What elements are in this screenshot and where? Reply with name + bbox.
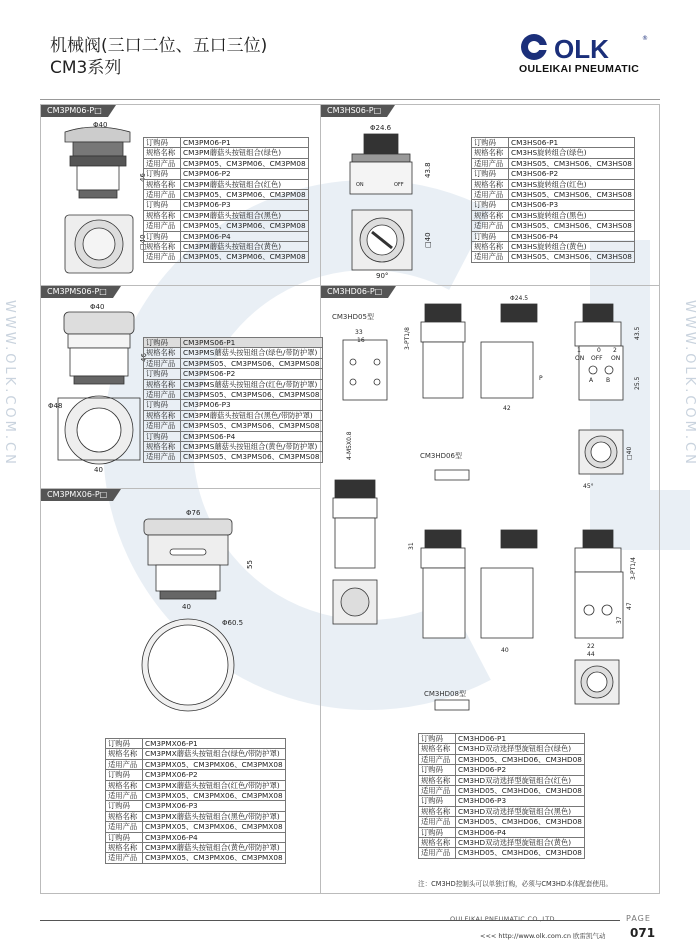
spec-key: 规格名称: [472, 210, 509, 220]
spec-key: 规格名称: [419, 806, 456, 816]
spec-row: [419, 848, 585, 858]
spec-value: CM3HS06-P2: [509, 169, 635, 179]
section-tag-pmx06: CM3PMX06-P□: [41, 489, 113, 501]
spec-value: CM3PM蘑菇头按钮组合(黑色): [181, 210, 309, 220]
spec-value: CM3PMX05、CM3PMX06、CM3PMX08: [143, 853, 286, 863]
spec-value: CM3PM蘑菇头按钮组合(黑色/带防护罩): [181, 410, 323, 420]
spec-row: [419, 734, 585, 744]
spec-key: 适用产品: [106, 853, 143, 863]
spec-key: 适用产品: [106, 791, 143, 801]
dim-hd-45: 45°: [583, 483, 594, 490]
spec-value: CM3PMS06-P4: [181, 431, 323, 441]
spec-row: [144, 400, 323, 410]
spec-value: CM3HS05、CM3HS06、CM3HS08: [509, 158, 635, 168]
dim-hd-16: 16: [357, 337, 365, 344]
spec-value: CM3PMS05、CM3PMS06、CM3PMS08: [181, 452, 323, 462]
page-title: 机械阀(三口二位、五口三位): [50, 36, 268, 56]
svg-text:®: ®: [642, 35, 648, 42]
spec-value: CM3PM蘑菇头按钮组合(绿色): [181, 148, 309, 158]
spec-table-pm06: [143, 137, 309, 263]
spec-row: [419, 754, 585, 764]
spec-value: CM3PMS06-P1: [181, 338, 323, 348]
hd06-note: 注：CM3HD控制头可以单独订购，必须与CM3HD本体配套使用。: [418, 880, 613, 888]
dim-hs06-sq: □40: [424, 232, 432, 248]
spec-value: CM3PMX06-P1: [143, 739, 286, 749]
spec-value: CM3HD05、CM3HD06、CM3HD08: [456, 848, 585, 858]
spec-value: CM3HD06-P2: [456, 765, 585, 775]
spec-value: CM3PM06-P3: [181, 200, 309, 210]
spec-row: [419, 827, 585, 837]
spec-value: CM3PMS蘑菇头按钮组合(绿色/带防护罩): [181, 348, 323, 358]
spec-value: CM3HD双动选择型旋钮组合(黑色): [456, 806, 585, 816]
spec-row: [144, 231, 309, 241]
spec-row: [144, 421, 323, 431]
dim-hd-pt14: 3-PT1/4: [630, 557, 637, 580]
spec-key: 适用产品: [144, 358, 181, 368]
section-tag-pm06: CM3PM06-P□: [41, 105, 108, 117]
spec-row: [419, 744, 585, 754]
spec-key: 适用产品: [144, 452, 181, 462]
spec-row: [144, 221, 309, 231]
dim-pmx06-w: 40: [182, 603, 191, 611]
spec-key: 适用产品: [419, 754, 456, 764]
spec-key: 规格名称: [472, 148, 509, 158]
label-hd-on: ON: [575, 355, 585, 362]
label-hs06-off: OFF: [394, 182, 404, 188]
spec-value: CM3HD05、CM3HD06、CM3HD08: [456, 754, 585, 764]
spec-key: 订购码: [419, 765, 456, 775]
section-tag-pms06: CM3PMS06-P□: [41, 286, 113, 298]
dim-pm06-sq: □40: [139, 234, 147, 250]
footer-company: OULEIKAI PNEUMATIC CO.,LTD.: [450, 915, 558, 923]
dim-hs06-dia: Φ24.6: [370, 124, 392, 132]
spec-row: [144, 390, 323, 400]
spec-row: [419, 775, 585, 785]
spec-row: [472, 231, 635, 241]
dim-hd-22: 22: [587, 643, 595, 650]
spec-row: [106, 739, 286, 749]
page-number: 071: [630, 926, 656, 940]
dim-pms06-dia: Φ40: [90, 303, 105, 311]
dim-hd-25-5: 25.5: [634, 376, 641, 390]
dim-hd-44: 44: [587, 651, 595, 658]
spec-value: CM3PMS05、CM3PMS06、CM3PMS08: [181, 421, 323, 431]
dim-hd-pt18: 3-PT1/8: [404, 327, 411, 350]
spec-row: [419, 817, 585, 827]
spec-row: [472, 169, 635, 179]
spec-row: [144, 158, 309, 168]
spec-row: [144, 190, 309, 200]
spec-value: CM3HD双动选择型旋钮组合(黄色): [456, 838, 585, 848]
spec-value: CM3HD双动选择型旋钮组合(红色): [456, 775, 585, 785]
spec-key: 订购码: [472, 200, 509, 210]
spec-key: 订购码: [144, 400, 181, 410]
spec-row: [472, 210, 635, 220]
label-hd-1: 1: [577, 347, 581, 354]
dim-hd-40: 40: [501, 647, 509, 654]
page-subtitle: CM3系列: [50, 58, 122, 78]
dim-pmx06-dia: Φ76: [186, 509, 201, 517]
spec-row: [472, 148, 635, 158]
spec-key: 适用产品: [472, 190, 509, 200]
spec-value: CM3HD双动选择型旋钮组合(绿色): [456, 744, 585, 754]
spec-value: CM3PMX蘑菇头按钮组合(红色/带防护罩): [143, 780, 286, 790]
spec-key: 适用产品: [419, 786, 456, 796]
dim-hd-m5: 4-M5X0.8: [346, 431, 353, 460]
spec-row: [472, 158, 635, 168]
spec-row: [419, 765, 585, 775]
spec-key: 规格名称: [144, 210, 181, 220]
spec-value: CM3HS06-P3: [509, 200, 635, 210]
spec-row: [144, 200, 309, 210]
spec-value: CM3PM06-P3: [181, 400, 323, 410]
spec-value: CM3HS05、CM3HS06、CM3HS08: [509, 221, 635, 231]
spec-row: [144, 252, 309, 262]
spec-key: 订购码: [419, 827, 456, 837]
spec-value: CM3PMX06-P4: [143, 832, 286, 842]
sub-label-hd06: CM3HD06型: [420, 452, 462, 460]
spec-row: [419, 806, 585, 816]
spec-key: 适用产品: [144, 190, 181, 200]
spec-row: [144, 169, 309, 179]
spec-row: [106, 811, 286, 821]
spec-row: [472, 221, 635, 231]
spec-row: [419, 796, 585, 806]
brand-text: OLK: [554, 34, 609, 64]
spec-key: 适用产品: [144, 421, 181, 431]
spec-key: 规格名称: [106, 749, 143, 759]
spec-key: 规格名称: [106, 843, 143, 853]
hd06-drawings: [325, 290, 655, 740]
spec-value: CM3PMX06-P2: [143, 770, 286, 780]
spec-table-pm06-body: [144, 138, 309, 263]
spec-row: [106, 801, 286, 811]
dim-hd-43-5: 43.5: [634, 326, 641, 340]
spec-value: CM3HD06-P3: [456, 796, 585, 806]
spec-key: 规格名称: [106, 811, 143, 821]
spec-row: [106, 853, 286, 863]
spec-key: 规格名称: [144, 179, 181, 189]
spec-row: [106, 822, 286, 832]
spec-key: 适用产品: [144, 158, 181, 168]
hs06-drawing: [340, 120, 460, 290]
spec-value: CM3HD05、CM3HD06、CM3HD08: [456, 817, 585, 827]
spec-value: CM3PMS05、CM3PMS06、CM3PMS08: [181, 390, 323, 400]
spec-row: [144, 442, 323, 452]
spec-row: [144, 348, 323, 358]
spec-value: CM3HS05、CM3HS06、CM3HS08: [509, 252, 635, 262]
spec-value: CM3PMX06-P3: [143, 801, 286, 811]
spec-row: [472, 252, 635, 262]
spec-key: 订购码: [144, 169, 181, 179]
spec-key: 订购码: [144, 338, 181, 348]
label-hs06-on: ON: [356, 182, 364, 188]
spec-key: 订购码: [106, 801, 143, 811]
spec-table-pmx06: [105, 738, 286, 864]
dim-hs06-h: 43.8: [424, 162, 432, 178]
spec-value: CM3PM05、CM3PM06、CM3PM08: [181, 190, 309, 200]
label-hd-2: 2: [613, 347, 617, 354]
label-hd-0: 0: [597, 347, 601, 354]
spec-value: CM3HS旋转组合(红色): [509, 179, 635, 189]
spec-row: [106, 843, 286, 853]
spec-row: [106, 780, 286, 790]
label-hd-on2: ON: [611, 355, 621, 362]
spec-key: 适用产品: [472, 221, 509, 231]
spec-key: 规格名称: [144, 410, 181, 420]
label-hd-b: B: [606, 377, 611, 384]
spec-key: 规格名称: [472, 242, 509, 252]
spec-value: CM3PM蘑菇头按钮组合(红色): [181, 179, 309, 189]
spec-row: [419, 786, 585, 796]
spec-value: CM3HS06-P4: [509, 231, 635, 241]
spec-row: [144, 379, 323, 389]
dim-pms06-h: 46: [140, 353, 148, 362]
dim-pmx06-h: 55: [246, 560, 254, 569]
spec-key: 适用产品: [144, 252, 181, 262]
spec-row: [144, 452, 323, 462]
spec-table-pms06: [143, 337, 323, 463]
spec-row: [106, 832, 286, 842]
dim-pm06-h: 46: [139, 173, 147, 182]
spec-key: 订购码: [419, 796, 456, 806]
spec-row: [106, 749, 286, 759]
dim-hd-37: 37: [616, 616, 623, 624]
spec-key: 适用产品: [144, 390, 181, 400]
spec-key: 订购码: [106, 770, 143, 780]
spec-row: [144, 369, 323, 379]
dim-pmx06-dia2: Φ60.5: [222, 619, 244, 627]
spec-row: [144, 210, 309, 220]
spec-row: [106, 770, 286, 780]
spec-row: [144, 148, 309, 158]
spec-row: [472, 242, 635, 252]
spec-row: [472, 138, 635, 148]
spec-value: CM3HS旋转组合(绿色): [509, 148, 635, 158]
spec-key: 订购码: [472, 231, 509, 241]
spec-value: CM3PMX05、CM3PMX06、CM3PMX08: [143, 791, 286, 801]
spec-value: CM3PM06-P2: [181, 169, 309, 179]
spec-key: 订购码: [144, 369, 181, 379]
dim-hs06-angle: 90°: [376, 272, 389, 280]
spec-key: 订购码: [472, 169, 509, 179]
spec-value: CM3HS05、CM3HS06、CM3HS08: [509, 190, 635, 200]
spec-value: CM3PMX05、CM3PMX06、CM3PMX08: [143, 822, 286, 832]
spec-key: 规格名称: [144, 242, 181, 252]
spec-row: [106, 791, 286, 801]
spec-value: CM3HS06-P1: [509, 138, 635, 148]
spec-value: CM3PMX蘑菇头按钮组合(绿色/带防护罩): [143, 749, 286, 759]
spec-row: [144, 358, 323, 368]
dim-pms06-w: 40: [94, 466, 103, 474]
dim-hd-47: 47: [626, 602, 633, 610]
spec-value: CM3PMX05、CM3PMX06、CM3PMX08: [143, 759, 286, 769]
spec-value: CM3PM06-P1: [181, 138, 309, 148]
spec-value: CM3PM06-P4: [181, 231, 309, 241]
spec-value: CM3PMX蘑菇头按钮组合(黄色/带防护罩): [143, 843, 286, 853]
spec-row: [472, 190, 635, 200]
spec-key: 适用产品: [472, 158, 509, 168]
spec-key: 规格名称: [419, 744, 456, 754]
spec-value: CM3HD05、CM3HD06、CM3HD08: [456, 786, 585, 796]
spec-key: 订购码: [106, 832, 143, 842]
spec-value: CM3PMS蘑菇头按钮组合(红色/带防护罩): [181, 379, 323, 389]
dim-hd-42: 42: [503, 405, 511, 412]
dim-hd-dia: Φ24.5: [510, 295, 529, 302]
spec-key: 规格名称: [144, 148, 181, 158]
dim-hd-sq40: □40: [626, 446, 633, 460]
section-tag-hd06: CM3HD06-P□: [321, 286, 388, 298]
spec-key: 适用产品: [419, 848, 456, 858]
spec-key: 订购码: [144, 431, 181, 441]
spec-key: 适用产品: [106, 759, 143, 769]
spec-row: [144, 138, 309, 148]
section-tag-hs06: CM3HS06-P□: [321, 105, 387, 117]
spec-value: CM3PM05、CM3PM06、CM3PM08: [181, 221, 309, 231]
pmx06-drawing: [130, 505, 290, 705]
label-hd-p: P: [539, 375, 543, 382]
spec-key: 适用产品: [144, 221, 181, 231]
spec-key: 订购码: [419, 734, 456, 744]
watermark-left: WWW.OLK.COM.CN: [2, 300, 17, 467]
watermark-right: WWW.OLK.COM.CN: [682, 300, 697, 467]
spec-value: CM3HD06-P1: [456, 734, 585, 744]
spec-value: CM3PMX蘑菇头按钮组合(黑色/带防护罩): [143, 811, 286, 821]
spec-key: 订购码: [144, 231, 181, 241]
spec-value: CM3PMS06-P2: [181, 369, 323, 379]
spec-value: CM3HD06-P4: [456, 827, 585, 837]
spec-key: 规格名称: [472, 179, 509, 189]
label-hd-a: A: [589, 377, 594, 384]
spec-row: [144, 431, 323, 441]
spec-key: 规格名称: [419, 775, 456, 785]
spec-row: [472, 179, 635, 189]
spec-table-hd06: [418, 733, 585, 859]
spec-key: 订购码: [144, 138, 181, 148]
label-hd-off: OFF: [591, 355, 603, 362]
dim-pm06-dia: Φ40: [93, 121, 108, 129]
sub-label-hd08: CM3HD08型: [424, 690, 466, 698]
spec-key: 适用产品: [472, 252, 509, 262]
spec-key: 规格名称: [144, 442, 181, 452]
dim-hd-31: 31: [408, 542, 415, 550]
spec-row: [144, 179, 309, 189]
spec-value: CM3PMS05、CM3PMS06、CM3PMS08: [181, 358, 323, 368]
footer-url: <<< http://www.olk.com.cn 欧雷凯气动: [480, 932, 606, 940]
sub-label-hd05: CM3HD05型: [332, 313, 374, 321]
spec-table-hs06: [471, 137, 635, 263]
page-label: PAGE: [626, 914, 651, 923]
spec-value: CM3PMS蘑菇头按钮组合(黄色/带防护罩): [181, 442, 323, 452]
spec-row: [106, 759, 286, 769]
spec-key: 规格名称: [106, 780, 143, 790]
dim-hd-33: 33: [355, 329, 363, 336]
spec-value: CM3PM05、CM3PM06、CM3PM08: [181, 252, 309, 262]
spec-row: [144, 338, 323, 348]
spec-key: 规格名称: [144, 379, 181, 389]
spec-value: CM3HS旋转组合(黄色): [509, 242, 635, 252]
spec-key: 适用产品: [106, 822, 143, 832]
spec-key: 订购码: [106, 739, 143, 749]
spec-key: 订购码: [144, 200, 181, 210]
dim-pms06-guard: Φ48: [48, 402, 63, 410]
spec-value: CM3HS旋转组合(黑色): [509, 210, 635, 220]
spec-key: 订购码: [472, 138, 509, 148]
spec-key: 规格名称: [419, 838, 456, 848]
brand-name: OULEIKAI PNEUMATIC: [519, 63, 640, 75]
spec-key: 规格名称: [144, 348, 181, 358]
spec-value: CM3PM蘑菇头按钮组合(黄色): [181, 242, 309, 252]
spec-key: 适用产品: [419, 817, 456, 827]
column-divider: [320, 104, 321, 894]
spec-row: [144, 410, 323, 420]
spec-row: [472, 200, 635, 210]
spec-value: CM3PM05、CM3PM06、CM3PM08: [181, 158, 309, 168]
spec-row: [144, 242, 309, 252]
spec-row: [419, 838, 585, 848]
